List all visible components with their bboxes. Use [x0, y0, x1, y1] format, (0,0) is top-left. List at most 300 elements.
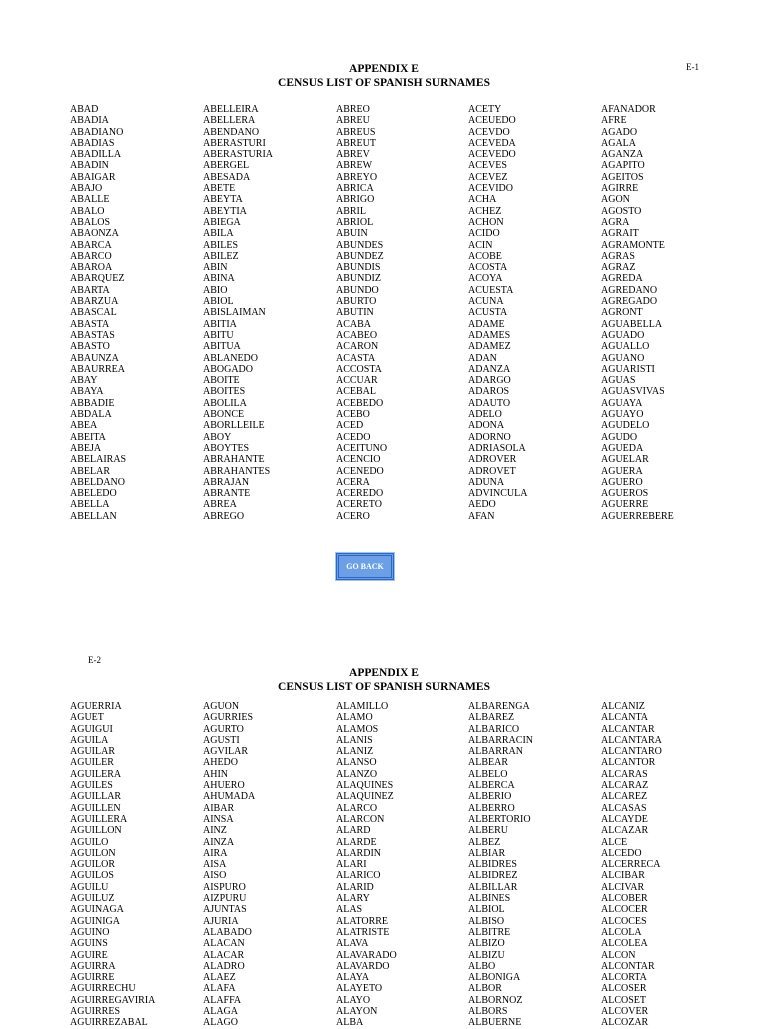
surname-item: ALCAYDE — [601, 813, 648, 825]
surname-item: ALARDE — [336, 836, 377, 848]
surname-item: ALANSO — [336, 757, 377, 769]
surname-item: ABONCE — [203, 409, 245, 421]
surname-item: AGUET — [70, 712, 104, 724]
surname-item: AGUILUZ — [70, 893, 115, 905]
surname-item: ACENEDO — [336, 465, 384, 477]
surname-item: AGUINO — [70, 926, 110, 938]
surname-item: ADAUTO — [468, 397, 511, 409]
surname-item: AGUERRIA — [70, 701, 122, 712]
surname-item: ALCORTA — [601, 972, 647, 984]
surname-item: AGRAIT — [601, 228, 639, 240]
surname-item: ABASTO — [70, 341, 110, 353]
surname-item: AGUARISTI — [601, 363, 655, 375]
surname-item: AIZPURU — [203, 893, 247, 905]
surname-item: AGRAS — [601, 250, 635, 262]
surname-item: AGURTO — [203, 723, 244, 735]
surname-item: AISA — [203, 859, 227, 871]
surname-item: ABAUNZA — [70, 352, 119, 364]
surname-item: ALBAREZ — [468, 712, 515, 724]
surname-item: ALATRISTE — [336, 926, 390, 938]
surname-item: ABITU — [203, 329, 234, 341]
surname-item: ABAURREA — [70, 363, 126, 375]
surname-item: ALCANIZ — [601, 701, 645, 712]
surname-item: AGUILOS — [70, 870, 114, 882]
surname-item: ACOSTA — [468, 262, 508, 274]
surname-item: AGUANO — [601, 352, 645, 364]
surname-item: ABELLEIRA — [203, 104, 259, 115]
surname-item: ABELAR — [70, 465, 110, 477]
surname-item: AGUILERA — [70, 768, 122, 780]
surname-item: AGUAYA — [601, 397, 643, 409]
surname-item: ADARGO — [468, 375, 511, 387]
surname-item: ABELAIRAS — [70, 454, 127, 466]
surname-item: ALBORS — [468, 1006, 508, 1018]
surname-item: ALCOLEA — [601, 938, 648, 950]
surname-item: ACARON — [336, 341, 379, 353]
surname-item: ABRIGO — [336, 194, 375, 206]
surname-item: ALCAREZ — [601, 791, 648, 803]
surname-item: ALAMOS — [336, 723, 379, 735]
surname-item: AGUILES — [70, 780, 113, 792]
surname-item: ALCANTOR — [601, 757, 656, 769]
surname-item: ABARCA — [70, 239, 112, 251]
surname-item: ACERO — [336, 510, 370, 522]
surname-item: ALBERCA — [468, 780, 515, 792]
surname-item: AHEDO — [203, 757, 238, 769]
surname-item: ALCOBER — [601, 893, 648, 905]
surname-item: AGUAS — [601, 375, 636, 387]
surname-item: AFANADOR — [601, 104, 656, 115]
surname-item: AGRA — [601, 216, 630, 228]
appendix-title — [0, 666, 768, 694]
surname-item: ALBIZO — [468, 938, 505, 950]
surname-column — [601, 104, 674, 522]
surname-item: AGUSTI — [203, 734, 240, 746]
surname-item: ABRAJAN — [203, 476, 250, 488]
surname-item: ALCOSET — [601, 994, 646, 1006]
surname-item: AGUASVIVAS — [601, 386, 665, 398]
surname-item: ALAS — [336, 904, 363, 916]
surname-item: ABIO — [203, 284, 228, 296]
surname-item: ALABADO — [203, 926, 252, 938]
surname-item: AIBAR — [203, 802, 235, 814]
surname-item: ALCIVAR — [601, 881, 645, 893]
surname-item: ALANZO — [336, 768, 378, 780]
surname-item: ADUNA — [468, 476, 505, 488]
surname-item: ALBEAR — [468, 757, 508, 769]
appendix-title — [0, 62, 768, 90]
surname-item: AEDO — [468, 499, 496, 511]
surname-item: ABREA — [203, 499, 237, 511]
surname-item: ALBIDRES — [468, 859, 517, 871]
surname-item: ABLANEDO — [203, 352, 258, 364]
surname-item: ALCOZAR — [601, 1017, 649, 1029]
surname-item: ALCOCER — [601, 904, 648, 916]
surname-item: ABAROA — [70, 262, 113, 274]
surname-item: ALAVA — [336, 938, 369, 950]
surname-item: ABUNDIZ — [336, 273, 381, 285]
surname-item: ACABEO — [336, 329, 378, 341]
surname-item: AINZ — [203, 825, 227, 837]
surname-item: ALBEZ — [468, 836, 501, 848]
surname-item: ABESADA — [203, 171, 251, 183]
surname-item: AGUDELO — [601, 420, 650, 432]
surname-item: ALARCON — [336, 813, 385, 825]
appendix-subtitle: CENSUS LIST OF SPANISH SURNAMES — [278, 77, 490, 89]
surname-item: AGUILLON — [70, 825, 122, 837]
surname-item: ABILES — [203, 239, 238, 251]
surname-item: AGIRRE — [601, 183, 639, 195]
surname-item: ABUNDIS — [336, 262, 381, 274]
surname-item: ABINA — [203, 273, 235, 285]
surname-item: ABREU — [336, 115, 370, 127]
surname-item: ALBARRAN — [468, 746, 524, 758]
surname-item: ABITUA — [203, 341, 241, 353]
surname-item: ABREYO — [336, 171, 378, 183]
surname-item: ACEVEZ — [468, 171, 508, 183]
surname-item: ABIN — [203, 262, 228, 274]
surname-item: AGUADO — [601, 329, 645, 341]
surname-item: ABOITES — [203, 386, 246, 398]
surname-item: AINSA — [203, 813, 234, 825]
surname-item: AGUABELLA — [601, 318, 663, 330]
surname-item: ABIEGA — [203, 216, 241, 228]
surname-item: ALBA — [336, 1017, 364, 1029]
surname-item: ABURTO — [336, 296, 377, 308]
surname-item: ABBADIE — [70, 397, 115, 409]
surname-item: AGUIRRA — [70, 960, 116, 972]
surname-item: ALARI — [336, 859, 367, 871]
surname-item: ABITIA — [203, 318, 237, 330]
surname-item: ACEITUNO — [336, 442, 388, 454]
surname-item: ALANIS — [336, 734, 373, 746]
surname-item: ADAMES — [468, 329, 511, 341]
surname-item: AGREDANO — [601, 284, 658, 296]
surname-item: AGUILLEN — [70, 802, 121, 814]
surname-item: AGUILAR — [70, 746, 115, 758]
surname-item: ADANZA — [468, 363, 511, 375]
surname-item: AGUIRRECHU — [70, 983, 136, 995]
surname-item: AGEITOS — [601, 171, 644, 183]
surname-item: ABARTA — [70, 284, 110, 296]
surname-item: ABDALA — [70, 409, 112, 421]
surname-item: AGUILLAR — [70, 791, 122, 803]
surname-item: ABRAHANTE — [203, 454, 265, 466]
surname-item: ALBONIGA — [468, 972, 521, 984]
surname-column — [70, 104, 126, 522]
surname-item: AGUIRREGAVIRIA — [70, 994, 156, 1006]
surname-item: ALAVARADO — [336, 949, 397, 961]
surname-item: AGUERRE — [601, 499, 649, 511]
surname-item: AGUINIGA — [70, 915, 120, 927]
surname-item: AGUILO — [70, 836, 109, 848]
surname-item: ACHEZ — [468, 205, 502, 217]
surname-item: ABOY — [203, 431, 232, 443]
surname-item: ALARY — [336, 893, 370, 905]
surname-item: ALBISO — [468, 915, 505, 927]
surname-item: ADROVER — [468, 454, 517, 466]
surname-item: ABILEZ — [203, 250, 239, 262]
surname-item: ABREO — [336, 104, 370, 115]
surname-item: AHUMADA — [203, 791, 256, 803]
surname-item: ALBELO — [468, 768, 508, 780]
surname-item: ALCOVER — [601, 1006, 649, 1018]
surname-column — [336, 701, 397, 1029]
surname-item: AGRAZ — [601, 262, 636, 274]
surname-item: ABOITE — [203, 375, 240, 387]
surname-item: ADAME — [468, 318, 505, 330]
surname-item: ALARCO — [336, 802, 378, 814]
surname-item: ACERA — [336, 476, 370, 488]
surname-item: ALBIAR — [468, 847, 506, 859]
surname-item: ABISLAIMAN — [203, 307, 266, 319]
surname-item: ABEITA — [70, 431, 106, 443]
surname-item: ACUESTA — [468, 284, 514, 296]
surname-item: ALBILLAR — [468, 881, 518, 893]
surname-item: AGUIRE — [70, 949, 108, 961]
surname-item: AFRE — [601, 115, 627, 127]
surname-item: ALCANTA — [601, 712, 648, 724]
surname-item: ABIOL — [203, 296, 234, 308]
surname-item: AGUILON — [70, 847, 116, 859]
surname-item: ACEBEDO — [336, 397, 384, 409]
surname-item: AGUINS — [70, 938, 108, 950]
surname-item: ALCEDO — [601, 847, 642, 859]
surname-item: ADROVET — [468, 465, 516, 477]
surname-item: ABAIGAR — [70, 171, 116, 183]
surname-item: ALAQUINES — [336, 780, 394, 792]
surname-item: ALBINES — [468, 893, 511, 905]
surname-item: ACED — [336, 420, 364, 432]
surname-item: ALARID — [336, 881, 374, 893]
surname-item: ACHON — [468, 216, 504, 228]
surname-item: AISO — [203, 870, 227, 882]
surname-item: ALAYON — [336, 1006, 378, 1018]
surname-item: ABILA — [203, 228, 234, 240]
surname-item: ABETE — [203, 183, 236, 195]
surname-item: AFAN — [468, 510, 495, 522]
surname-item: ALAMO — [336, 712, 373, 724]
surname-item: AGUELAR — [601, 454, 649, 466]
surname-item: AHUERO — [203, 780, 245, 792]
surname-item: AJUNTAS — [203, 904, 247, 916]
appendix-title-line: APPENDIX E — [349, 667, 419, 679]
surname-item: AGUALLO — [601, 341, 650, 353]
surname-column — [601, 701, 662, 1029]
surname-item: ABELDANO — [70, 476, 125, 488]
surname-item: ALARICO — [336, 870, 381, 882]
surname-item: ABRAHANTES — [203, 465, 271, 477]
appendix-title-line: APPENDIX E — [349, 63, 419, 75]
surname-item: AGUERO — [601, 476, 643, 488]
surname-item: ABORLLEILE — [203, 420, 265, 432]
surname-item: ADRIASOLA — [468, 442, 526, 454]
surname-item: ABREV — [336, 149, 370, 161]
surname-item: ALACAN — [203, 938, 245, 950]
surname-item: ABUTIN — [336, 307, 374, 319]
surname-item: ALAFFA — [203, 994, 242, 1006]
surname-item: ABALOS — [70, 216, 111, 228]
surname-item: ACOBE — [468, 250, 502, 262]
surname-item: ADAMEZ — [468, 341, 511, 353]
surname-item: ALCOCES — [601, 915, 647, 927]
surname-item: ACASTA — [336, 352, 376, 364]
surname-item: ABRIL — [336, 205, 366, 217]
surname-item: ACEDO — [336, 431, 371, 443]
surname-item: AGUILOR — [70, 859, 115, 871]
surname-item: ADORNO — [468, 431, 511, 443]
surname-item: ACEBAL — [336, 386, 376, 398]
surname-item: ALBOR — [468, 983, 502, 995]
surname-item: ABARQUEZ — [70, 273, 125, 285]
surname-item: ABRIOL — [336, 216, 374, 228]
surname-item: AGUEDA — [601, 442, 644, 454]
surname-item: ALBERRO — [468, 802, 515, 814]
surname-column — [203, 104, 273, 522]
surname-item: ABEA — [70, 420, 98, 432]
surname-item: ABENDANO — [203, 126, 260, 138]
surname-item: ACIDO — [468, 228, 500, 240]
surname-item: ACEVIDO — [468, 183, 513, 195]
surname-item: ABADIANO — [70, 126, 124, 138]
surname-item: ALAMILLO — [336, 701, 389, 712]
surname-item: ACEUEDO — [468, 115, 516, 127]
surname-item: AGUIRRES — [70, 1006, 121, 1018]
surname-item: ABERASTURI — [203, 137, 266, 149]
surname-item: ABEYTIA — [203, 205, 247, 217]
surname-item: ACOYA — [468, 273, 503, 285]
surname-item: ABERGEL — [203, 160, 250, 172]
surname-item: ABALLE — [70, 194, 110, 206]
surname-item: AGADO — [601, 126, 638, 138]
surname-item: ACCOSTA — [336, 363, 382, 375]
surname-item: ACEREDO — [336, 488, 384, 500]
surname-item: ABADIN — [70, 160, 109, 172]
surname-item: ACENCIO — [336, 454, 381, 466]
surname-item: ABAJO — [70, 183, 103, 195]
surname-item: AJURIA — [203, 915, 239, 927]
surname-item: ALANIZ — [336, 746, 374, 758]
surname-item: ABUIN — [336, 228, 368, 240]
surname-item: ALCARAS — [601, 768, 648, 780]
surname-item: AGURRIES — [203, 712, 254, 724]
surname-item: ACEVDO — [468, 126, 510, 138]
surname-column — [336, 104, 387, 522]
surname-item: ALBIDREZ — [468, 870, 518, 882]
surname-item: ABREW — [336, 160, 373, 172]
surname-item: ALBERIO — [468, 791, 512, 803]
surname-item: AGUIGUI — [70, 723, 113, 735]
surname-item: ADAN — [468, 352, 497, 364]
surname-item: ALAYO — [336, 994, 371, 1006]
surname-item: ALCASAS — [601, 802, 647, 814]
surname-item: ALCERRECA — [601, 859, 661, 871]
surname-column — [468, 701, 533, 1029]
surname-item: AGALA — [601, 137, 636, 149]
surname-item: ALAVARDO — [336, 960, 390, 972]
surname-item: ADAROS — [468, 386, 510, 398]
surname-item: ALAGA — [203, 1006, 238, 1018]
page-label: E-1 — [686, 62, 699, 72]
surname-item: AGOSTO — [601, 205, 642, 217]
surname-item: AGUEROS — [601, 488, 649, 500]
surname-item: ABASTA — [70, 318, 110, 330]
surname-item: ALCAZAR — [601, 825, 649, 837]
surname-item: ABOGADO — [203, 363, 253, 375]
surname-item: AGON — [601, 194, 630, 206]
surname-item: ABEYTA — [203, 194, 243, 206]
surname-item: ABRICA — [336, 183, 374, 195]
surname-item: ABRANTE — [203, 488, 251, 500]
surname-item: ALBARICO — [468, 723, 520, 735]
surname-item: ABASTAS — [70, 329, 115, 341]
surname-item: ALAYETO — [336, 983, 383, 995]
surname-item: ALADRO — [203, 960, 245, 972]
surname-item: ABELEDO — [70, 488, 117, 500]
surname-item: AGUERREBERE — [601, 510, 674, 522]
surname-item: ALAFA — [203, 983, 236, 995]
surname-item: ACUSTA — [468, 307, 508, 319]
surname-item: ABADIA — [70, 115, 109, 127]
surname-item: ADELO — [468, 409, 502, 421]
surname-item: ALAEZ — [203, 972, 236, 984]
surname-item: ABREGO — [203, 510, 245, 522]
surname-item: ABUNDES — [336, 239, 384, 251]
surname-item: ALCOLA — [601, 926, 642, 938]
surname-item: ALBARRACIN — [468, 734, 534, 746]
surname-item: ABELLA — [70, 499, 110, 511]
surname-item: ALBIZU — [468, 949, 505, 961]
surname-item: ACEBO — [336, 409, 370, 421]
surname-item: ABEJA — [70, 442, 102, 454]
surname-item: ABERASTURIA — [203, 149, 274, 161]
surname-item: AGAPITO — [601, 160, 645, 172]
surname-item: AGUIRRE — [70, 972, 115, 984]
surname-item: AHIN — [203, 768, 228, 780]
surname-item: ALBERTORIO — [468, 813, 531, 825]
go-back-button[interactable]: GO BACK — [336, 553, 394, 580]
surname-item: ALBUERNE — [468, 1017, 522, 1029]
surname-item: ACUNA — [468, 296, 504, 308]
surname-column — [70, 701, 155, 1029]
surname-item: AIRA — [203, 847, 228, 859]
surname-item: ABALO — [70, 205, 105, 217]
surname-item: AGUILER — [70, 757, 114, 769]
surname-item: ACCUAR — [336, 375, 378, 387]
surname-item: AGUIRREZABAL — [70, 1017, 148, 1029]
surname-item: ABAD — [70, 104, 99, 115]
surname-item: AGRONT — [601, 307, 643, 319]
surname-item: ADONA — [468, 420, 505, 432]
surname-item: AGUILLERA — [70, 813, 128, 825]
page-label: E-2 — [88, 655, 101, 665]
surname-item: ABUNDO — [336, 284, 379, 296]
surname-item: ALATORRE — [336, 915, 389, 927]
surname-item: ALARD — [336, 825, 371, 837]
surname-item: ALCON — [601, 949, 636, 961]
surname-item: ADVINCULA — [468, 488, 528, 500]
surname-item: ALAQUINEZ — [336, 791, 394, 803]
surname-item: ABADILLA — [70, 149, 122, 161]
surname-item: AGANZA — [601, 149, 644, 161]
surname-item: ALAGO — [203, 1017, 238, 1029]
surname-item: ALCARAZ — [601, 780, 649, 792]
surname-item: ALBERU — [468, 825, 508, 837]
surname-item: AGUILU — [70, 881, 109, 893]
surname-item: ALBITRE — [468, 926, 511, 938]
surname-column — [203, 701, 255, 1029]
surname-item: ACHA — [468, 194, 497, 206]
